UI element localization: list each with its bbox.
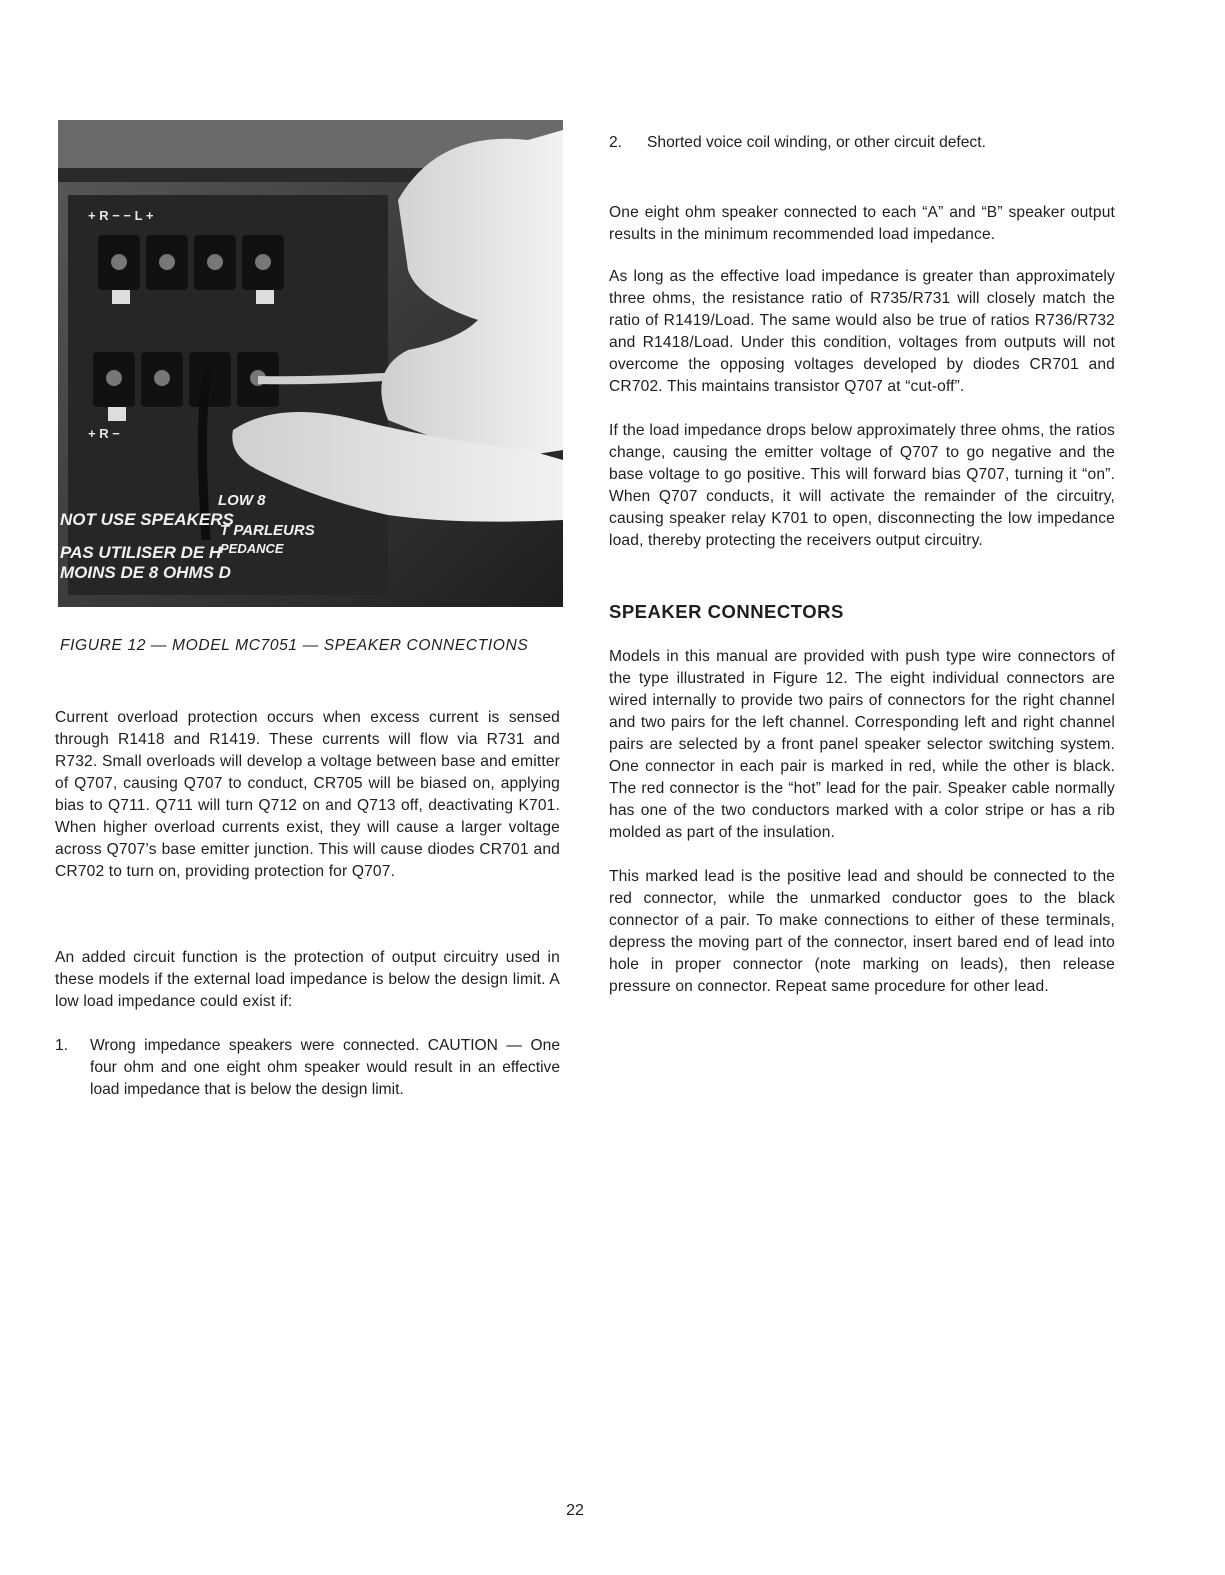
list-item-text: Wrong impedance speakers were connected. CAUTION — One four ohm and one eight ohm speaker would result in an effective load impedance that is below the design limit. [90, 1037, 560, 1098]
list-item-2 [609, 132, 1115, 154]
list-item-number: 1. [55, 1037, 69, 1054]
warning-line-2: PAS UTILISER DE H [60, 543, 222, 562]
resistance-ratio-paragraph: As long as the effective load impedance is greater than approximately three ohms, the resistance ratio of R735/R731 will closely match the ratio of R1419/Load. The same would also be true of ratios R736/R732 and R1418/Load. Under this condition, voltages from outputs will not overcome the opposing voltages developed by diodes CR701 and CR702. This maintains transistor Q707 at “cut-off”. [609, 268, 1115, 395]
connection-procedure-paragraph: This marked lead is the positive lead and should be connected to the red connector, while the unmarked conductor goes to the black connector of a pair. To make connections to either of these terminals, depress the moving part of the connector, insert bared end of lead into hole in proper connector (note marking on leads), then release pressure on connector. Repeat same procedure for other lead. [609, 868, 1115, 995]
list-item-text: Shorted voice coil winding, or other circuit defect. [647, 134, 986, 151]
low-impedance-paragraph: If the load impedance drops below approximately three ohms, the ratios change, causing the emitter voltage of Q707 to go negative and the base voltage to go positive. This will forward bias Q707, turning it “on”. When Q707 conducts, it will activate the remainder of the circuitry, causing speaker relay K701 to open, disconnecting the low impedance load, thereby protecting the receivers output circuitry. [609, 422, 1115, 549]
overload-protection-paragraph: Current overload protection occurs when excess current is sensed through R1418 and R1419. These currents will flow via R731 and R732. Small overloads will develop a voltage between base and emitter of Q707, causing Q707 to conduct, CR705 will be biased on, applying bias to Q711. Q711 will turn Q712 on and Q713 off, deactivating K701. When higher overload currents exist, they will cause a larger voltage across Q707’s base emitter junction. This will cause diodes CR701 and CR702 to turn on, providing protection for Q707. [55, 709, 560, 880]
warning-right-2: T PARLEURS [220, 522, 315, 539]
minimum-load-paragraph: One eight ohm speaker connected to each “A” and “B” speaker output results in the minimum recommended load impedance. [609, 204, 1115, 243]
figure-12-photo [58, 120, 563, 607]
section-heading: SPEAKER CONNECTORS [609, 601, 844, 622]
figure-caption: FIGURE 12 — MODEL MC7051 — SPEAKER CONNECTIONS [60, 637, 529, 654]
page-number: 22 [566, 1502, 584, 1519]
speaker-connections-illustration [58, 120, 563, 607]
list-item-1 [55, 1035, 560, 1101]
list-item-number: 2. [609, 134, 623, 151]
warning-right-1: LOW 8 [218, 492, 266, 509]
panel-top-label: + R − − L + [88, 208, 154, 223]
panel-mid-label: + R − [88, 426, 120, 441]
warning-right-3: PEDANCE [220, 541, 284, 556]
warning-line-3: MOINS DE 8 OHMS D [60, 563, 231, 582]
warning-line-1: NOT USE SPEAKERS [60, 510, 234, 529]
speaker-connectors-paragraph: Models in this manual are provided with push type wire connectors of the type illustrated in Figure 12. The eight individual connectors are wired internally to provide two pairs of connectors for the right channel and two pairs for the left channel. Corresponding left and right channel pairs are selected by a front panel speaker selector switching system. One connector in each pair is marked in red, while the other is black. The red connector is the “hot” lead for the pair. Speaker cable normally has one of the two conductors marked with a color stripe or has a rib molded as part of the insulation. [609, 648, 1115, 841]
load-impedance-paragraph: An added circuit function is the protection of output circuitry used in these models if the external load impedance is below the design limit. A low load impedance could exist if: [55, 949, 560, 1010]
right-column [609, 132, 1115, 998]
left-column [55, 120, 560, 1101]
